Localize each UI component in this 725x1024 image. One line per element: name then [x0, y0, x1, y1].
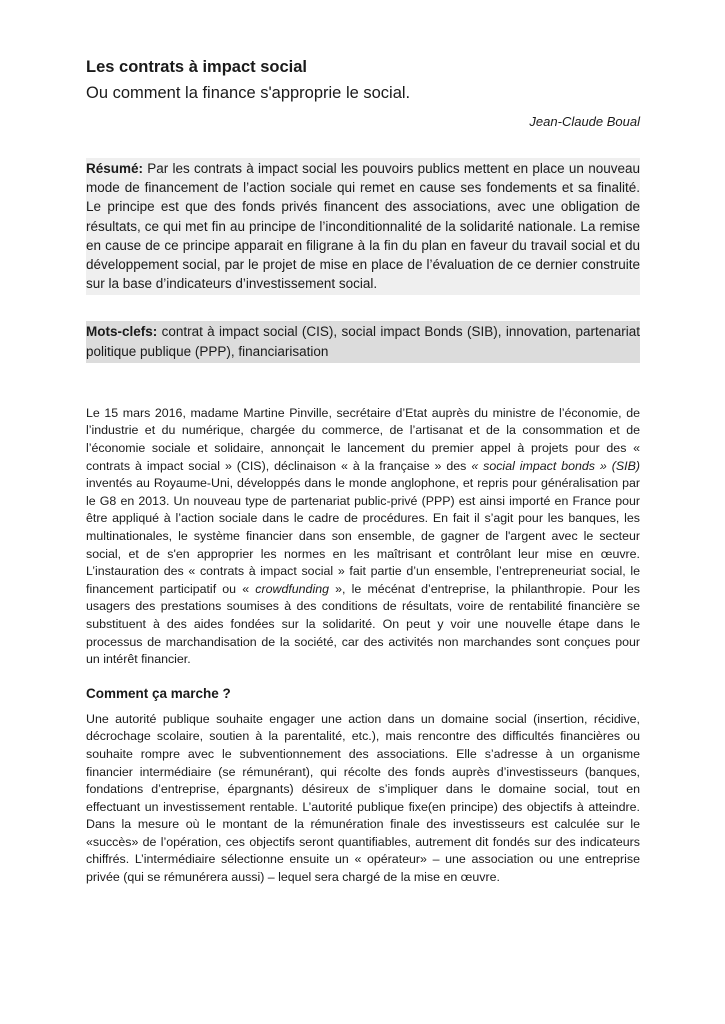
abstract-box [86, 158, 640, 295]
intro-text-part1: Le 15 mars 2016, madame Martine Pinville, secrétaire d’Etat auprès du ministre de l’économie, de l’industrie et du numérique, chargée du commerce, de l’artisanat et de la consommation et de l’économie sociale et solidaire, annonçait le lancement du premier appel à projets pour des « contrats à impact social » (CIS), déclinaison « à la française » des [86, 405, 640, 473]
intro-text-part3: », le mécénat d’entreprise, la philanthropie. Pour les usagers des prestations soumises à des conditions de résultats, voire de rentabilité financière se substituent à des aides fondées sur la solidarité. On peut y voir une nouvelle étape dans le processus de marchandisation de la société, car des activités non marchandes sont conçues pour un intérêt financier. [86, 581, 640, 667]
keywords-text: contrat à impact social (CIS), social impact Bonds (SIB), innovation, partenariat politique publique (PPP), financiarisation [86, 324, 640, 359]
abstract-label: Résumé: [86, 161, 144, 176]
document-author: Jean-Claude Boual [529, 114, 640, 129]
document-subtitle: Ou comment la finance s'approprie le social. [86, 84, 411, 102]
abstract-text: Par les contrats à impact social les pouvoirs publics mettent en place un nouveau mode de financement de l’action sociale qui remet en cause ses fondements et sa finalité. Le principe est que des fonds privés financent des associations, avec une obligation de résultats, ce qui met fin au principe de l’inconditionnalité de la solidarité nationale. La remise en cause de ce principe apparait en filigrane à la fin du plan en faveur du travail social et du développement social, par le projet de mise en place de l’évaluation de ce dernier construite sur la base d’indicateurs d’investissement social. [86, 161, 640, 292]
intro-paragraph [86, 405, 640, 669]
document-page [86, 56, 640, 887]
section-paragraph: Une autorité publique souhaite engager une action dans un domaine social (insertion, récidive, décrochage scolaire, soutien à la parentalité, etc.), mais rencontre des difficultés financières ou souhaite rompre avec le subventionnement des associations. Elle s’adresse à un organisme financier intermédiaire (se rémunérant), qui récolte des fonds auprès d’investisseurs (banques, fondations d’entreprise, épargnants) désireux de s’impliquer dans le domaine social, tout en effectuant un investissement rentable. L’autorité publique fixe(en principe) des objectifs à atteindre. Dans la mesure où le montant de la rémunération finale des investisseurs est calculée sur le «succès» de l’opération, ces objectifs seront quantifiables, autrement dit fondés sur des indicateurs chiffrés. L’intermédiaire sélectionne ensuite un « opérateur» – une association ou une entreprise privée (qui se rémunérera aussi) – lequel sera chargé de la mise en œuvre. [86, 711, 640, 885]
keywords-box [86, 321, 640, 362]
intro-text-part2: inventés au Royaume-Uni, développés dans le monde anglophone, et repris pour généralisation par le G8 en 2013. Un nouveau type de partenariat public-privé (PPP) est ainsi importé en France pour être appliqué à l’action sociale dans le cadre de procédures. En fait il s’agit pour les banques, les multinationales, le système financier dans son ensemble, de gagner de l'argent avec le secteur social, et de s'en approprier les normes en les maîtrisant et contrôlant leur mise en œuvre. L’instauration des « contrats à impact social » fait partie d’un ensemble, l’entrepreneuriat social, le financement participatif ou « [86, 476, 640, 596]
document-title: Les contrats à impact social [86, 58, 308, 76]
intro-italic-sib: « social impact bonds » (SIB) [471, 458, 641, 473]
keywords-label: Mots-clefs: [86, 324, 158, 340]
intro-italic-crowdfunding: crowdfunding [255, 581, 329, 596]
section-heading: Comment ça marche ? [86, 685, 231, 701]
